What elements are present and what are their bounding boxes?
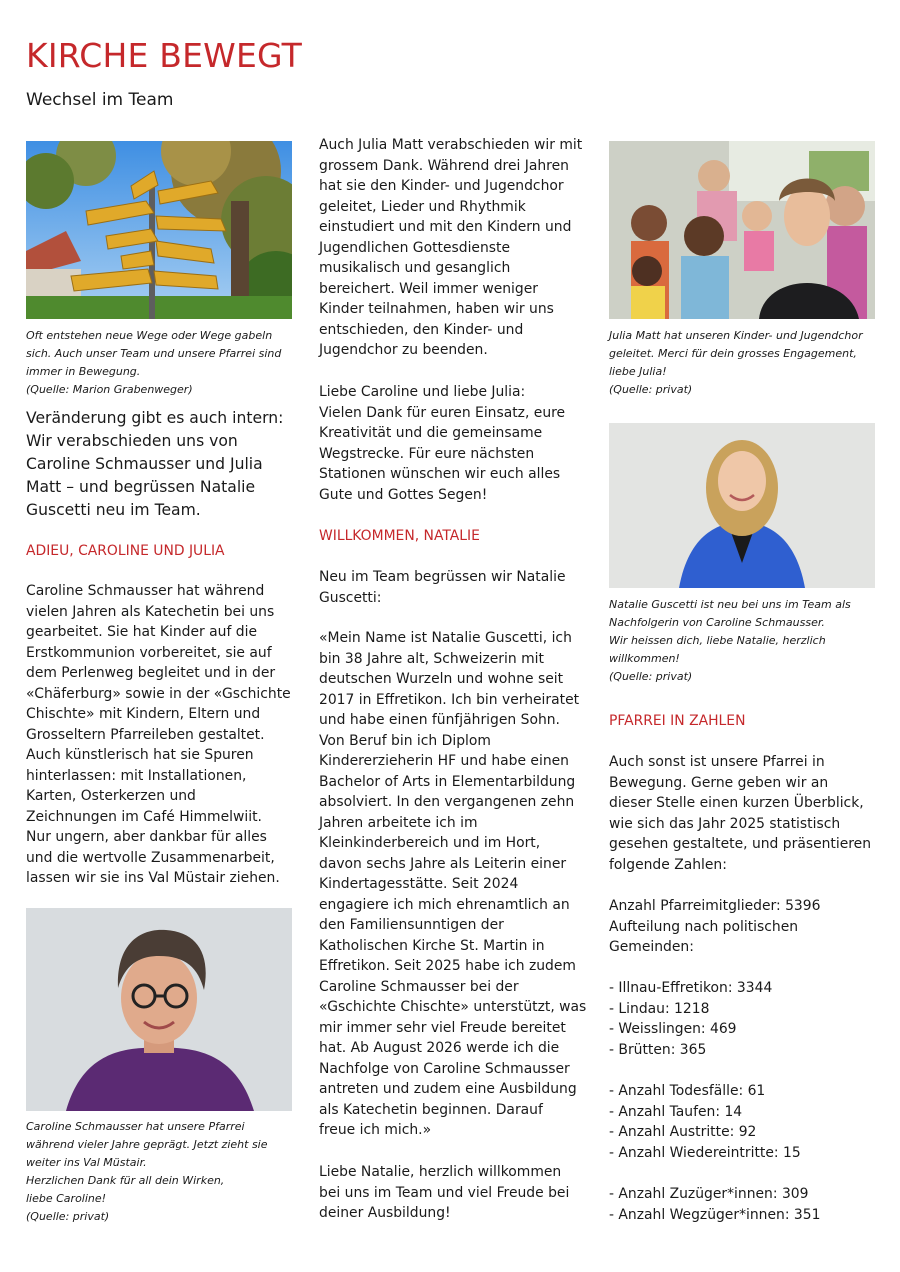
text-line: Kreativität und die gemeinsame <box>319 425 543 441</box>
intro-paragraph <box>26 407 294 522</box>
text-line: hat sie den Kinder- und Jugendchor <box>319 178 564 194</box>
events-list <box>609 1081 881 1163</box>
text-line: Auch künstlerisch hat sie Spuren <box>26 747 254 763</box>
text-line: Bachelor of Arts in Elementarbildung <box>319 773 576 790</box>
list-item: - Weisslingen: 469 <box>609 1021 737 1037</box>
members-paragraph <box>609 896 881 958</box>
section-heading-willkommen: WILLKOMMEN, NATALIE <box>319 528 480 544</box>
list-item: - Anzahl Austritte: 92 <box>609 1124 757 1140</box>
caption-line: weiter ins Val Müstair. <box>26 1156 147 1169</box>
caroline-caption <box>26 1118 294 1226</box>
text-line: deutschen Wurzeln und wohne seit <box>319 671 564 687</box>
text-line: Zeichnungen im Café Himmelwiit. <box>26 808 262 825</box>
closing-paragraph <box>319 1162 591 1224</box>
caption-line: (Quelle: privat) <box>609 383 693 396</box>
caption-line: (Quelle: Marion Grabenweger) <box>26 383 193 396</box>
text-line: deiner Ausbildung! <box>319 1205 451 1221</box>
caption-line: sich. Auch unser Team und unsere Pfarrei sind <box>26 347 282 360</box>
text-line: Kindererzieherin HF und habe einen <box>319 753 569 769</box>
text-line: freue ich mich.» <box>319 1122 432 1138</box>
section-heading-adieu: ADIEU, CAROLINE UND JULIA <box>26 543 225 559</box>
caption-line: Herzlichen Dank für all dein Wirken, <box>26 1174 225 1187</box>
text-line: Liebe Natalie, herzlich willkommen <box>319 1164 562 1180</box>
list-item: - Anzahl Todesfälle: 61 <box>609 1083 766 1099</box>
text-line: Auch sonst ist unsere Pfarrei in <box>609 754 825 770</box>
text-line: Aufteilung nach politischen <box>609 918 799 935</box>
thanks-paragraph <box>319 382 591 505</box>
text-line: Veränderung gibt es auch intern: <box>26 409 284 427</box>
text-line: engagiere ich mich ehrenamtlich an <box>319 896 570 913</box>
list-item: - Anzahl Taufen: 14 <box>609 1103 743 1120</box>
text-line: Jugendchor zu beenden. <box>319 342 488 358</box>
text-line: Wegstrecke. Für eure nächsten <box>319 445 535 462</box>
text-line: Guscetti: <box>319 589 382 606</box>
caption-line: Oft entstehen neue Wege oder Wege gabeln <box>26 329 273 342</box>
text-line: davon sechs Jahre als Leiterin einer <box>319 855 567 872</box>
signpost-photo <box>26 141 292 319</box>
text-line: musikalisch und gesanglich <box>319 260 511 276</box>
caption-line: liebe Julia! <box>609 365 667 378</box>
signpost-caption <box>26 327 294 399</box>
caroline-portrait-illustration <box>26 908 292 1111</box>
text-line: Neu im Team begrüssen wir Natalie <box>319 569 566 585</box>
caption-line: Caroline Schmausser hat unsere Pfarrei <box>26 1120 245 1133</box>
migration-list <box>609 1184 881 1225</box>
text-line: Bewegung. Gerne geben wir an <box>609 774 829 791</box>
text-line: Caroline Schmausser hat während <box>26 583 265 599</box>
natalie-quote-paragraph <box>319 628 591 1141</box>
text-line: vielen Jahren als Katechetin bei uns <box>26 603 275 620</box>
text-line: als Katechetin beginnen. Darauf <box>319 1101 543 1118</box>
text-line: und habe einen fünfjährigen Sohn. <box>319 712 560 728</box>
text-line: Effretikon. Seit 2025 habe ich zudem <box>319 958 576 974</box>
caption-line: liebe Caroline! <box>26 1192 107 1205</box>
text-line: gearbeitet. Sie hat Kinder auf die <box>26 624 257 640</box>
text-line: antreten und zudem eine Ausbildung <box>319 1081 577 1097</box>
text-line: Vielen Dank für euren Einsatz, eure <box>319 404 566 421</box>
text-line: Gute und Gottes Segen! <box>319 486 488 503</box>
text-line: geleitet, Lieder und Rhythmik <box>319 198 526 215</box>
caption-line: Nachfolgerin von Caroline Schmausser. <box>609 616 825 629</box>
adieu-paragraph <box>26 581 294 889</box>
text-line: folgende Zahlen: <box>609 856 727 873</box>
caption-line: Natalie Guscetti ist neu bei uns im Team als <box>609 598 851 611</box>
text-line: Jugendlichen Gottesdienste <box>319 239 511 256</box>
caroline-portrait-photo <box>26 908 292 1111</box>
text-line: Caroline Schmausser und Julia <box>26 455 263 473</box>
caption-line: Wir heissen dich, liebe Natalie, herzlich <box>609 634 826 647</box>
caption-line: Julia Matt hat unseren Kinder- und Jugendchor <box>609 329 863 342</box>
section-heading-zahlen: PFARREI IN ZAHLEN <box>609 713 746 729</box>
caption-line: (Quelle: privat) <box>609 670 693 683</box>
text-line: «Gschichte Chischte» unterstützt, was <box>319 999 587 1015</box>
text-line: den Familiensunntigen der <box>319 917 504 933</box>
text-line: Grosseltern Pfarreileben gestaltet. <box>26 726 265 743</box>
zahlen-intro-paragraph <box>609 752 881 875</box>
text-line: Wir verabschieden uns von <box>26 432 238 450</box>
list-item: - Anzahl Zuzüger*innen: 309 <box>609 1186 809 1202</box>
list-item: - Anzahl Wegzüger*innen: 351 <box>609 1206 821 1223</box>
text-line: lassen wir sie ins Val Müstair ziehen. <box>26 870 280 886</box>
text-line: Kindertagesstätte. Seit 2024 <box>319 876 519 892</box>
text-line: entschieden, den Kinder- und <box>319 321 524 338</box>
text-line: dem Perlenweg begleitet und in der <box>26 665 276 681</box>
text-line: hat. Ab August 2026 werde ich die <box>319 1040 560 1056</box>
text-line: 2017 in Effretikon. Ich bin verheiratet <box>319 691 580 708</box>
text-line: Stationen wünschen wir euch alles <box>319 466 561 482</box>
signpost-illustration <box>26 141 292 319</box>
text-line: Nur ungern, aber dankbar für alles <box>26 829 267 845</box>
choir-group-illustration <box>609 141 875 319</box>
text-line: hinterlassen: mit Installationen, <box>26 767 247 784</box>
text-line: und die wertvolle Zusammenarbeit, <box>26 849 275 866</box>
natalie-caption <box>609 596 881 686</box>
text-line: Liebe Caroline und liebe Julia: <box>319 384 526 400</box>
text-line: Karten, Osterkerzen und <box>26 788 196 804</box>
page-title: KIRCHE BEWEGT <box>26 36 302 75</box>
welcome-intro-paragraph <box>319 567 591 608</box>
list-item: - Illnau-Effretikon: 3344 <box>609 980 773 996</box>
text-line: Kinder teilnahmen, haben wir uns <box>319 301 554 317</box>
caption-line: geleitet. Merci für dein grosses Engagement, <box>609 347 857 360</box>
natalie-portrait-photo <box>609 423 875 588</box>
list-item: - Lindau: 1218 <box>609 1000 710 1017</box>
text-line: Jahren arbeitete ich im <box>319 814 478 831</box>
text-line: Auch Julia Matt verabschieden wir mit <box>319 137 583 153</box>
text-line: Gemeinden: <box>609 939 694 955</box>
list-item: - Anzahl Wiedereintritte: 15 <box>609 1144 801 1161</box>
page-subtitle: Wechsel im Team <box>26 90 174 110</box>
julia-caption <box>609 327 881 399</box>
text-line: absolviert. In den vergangenen zehn <box>319 794 575 810</box>
text-line: bin 38 Jahre alt, Schweizerin mit <box>319 650 544 667</box>
choir-group-photo <box>609 141 875 319</box>
text-line: gesehen gestaltete, und präsentieren <box>609 836 872 852</box>
text-line: Matt – und begrüssen Natalie <box>26 478 256 496</box>
caption-line: während vieler Jahre geprägt. Jetzt zieht sie <box>26 1138 268 1151</box>
text-line: bei uns im Team und viel Freude bei <box>319 1184 570 1201</box>
text-line: mir immer sehr viel Freude bereitet <box>319 1019 566 1036</box>
text-line: Chischte» mit Kindern, Eltern und <box>26 706 261 722</box>
natalie-portrait-illustration <box>609 423 875 588</box>
text-line: bereichert. Weil immer weniger <box>319 280 538 297</box>
caption-line: (Quelle: privat) <box>26 1210 110 1223</box>
list-item: - Brütten: 365 <box>609 1041 707 1058</box>
text-line: «Mein Name ist Natalie Guscetti, ich <box>319 630 572 646</box>
text-line: Anzahl Pfarreimitglieder: 5396 <box>609 898 821 914</box>
text-line: «Chäferburg» sowie in der «Gschichte <box>26 685 291 702</box>
text-line: dieser Stelle einen kurzen Überblick, <box>609 795 864 811</box>
text-line: Nachfolge von Caroline Schmausser <box>319 1060 570 1077</box>
julia-paragraph <box>319 135 591 361</box>
text-line: einstudiert und mit den Kindern und <box>319 219 572 235</box>
caption-line: willkommen! <box>609 652 680 665</box>
text-line: Katholischen Kirche St. Martin in <box>319 937 545 954</box>
text-line: Caroline Schmausser bei der <box>319 978 519 995</box>
text-line: Kleinkinderbereich und im Hort, <box>319 835 541 851</box>
communes-list <box>609 978 881 1060</box>
text-line: wie sich das Jahr 2025 statistisch <box>609 815 841 832</box>
caption-line: immer in Bewegung. <box>26 365 141 378</box>
text-line: Guscetti neu im Team. <box>26 501 201 519</box>
text-line: Von Beruf bin ich Diplom <box>319 732 491 749</box>
text-line: Erstkommunion vorbereitet, sie auf <box>26 644 272 661</box>
text-line: grossem Dank. Während drei Jahren <box>319 157 569 174</box>
